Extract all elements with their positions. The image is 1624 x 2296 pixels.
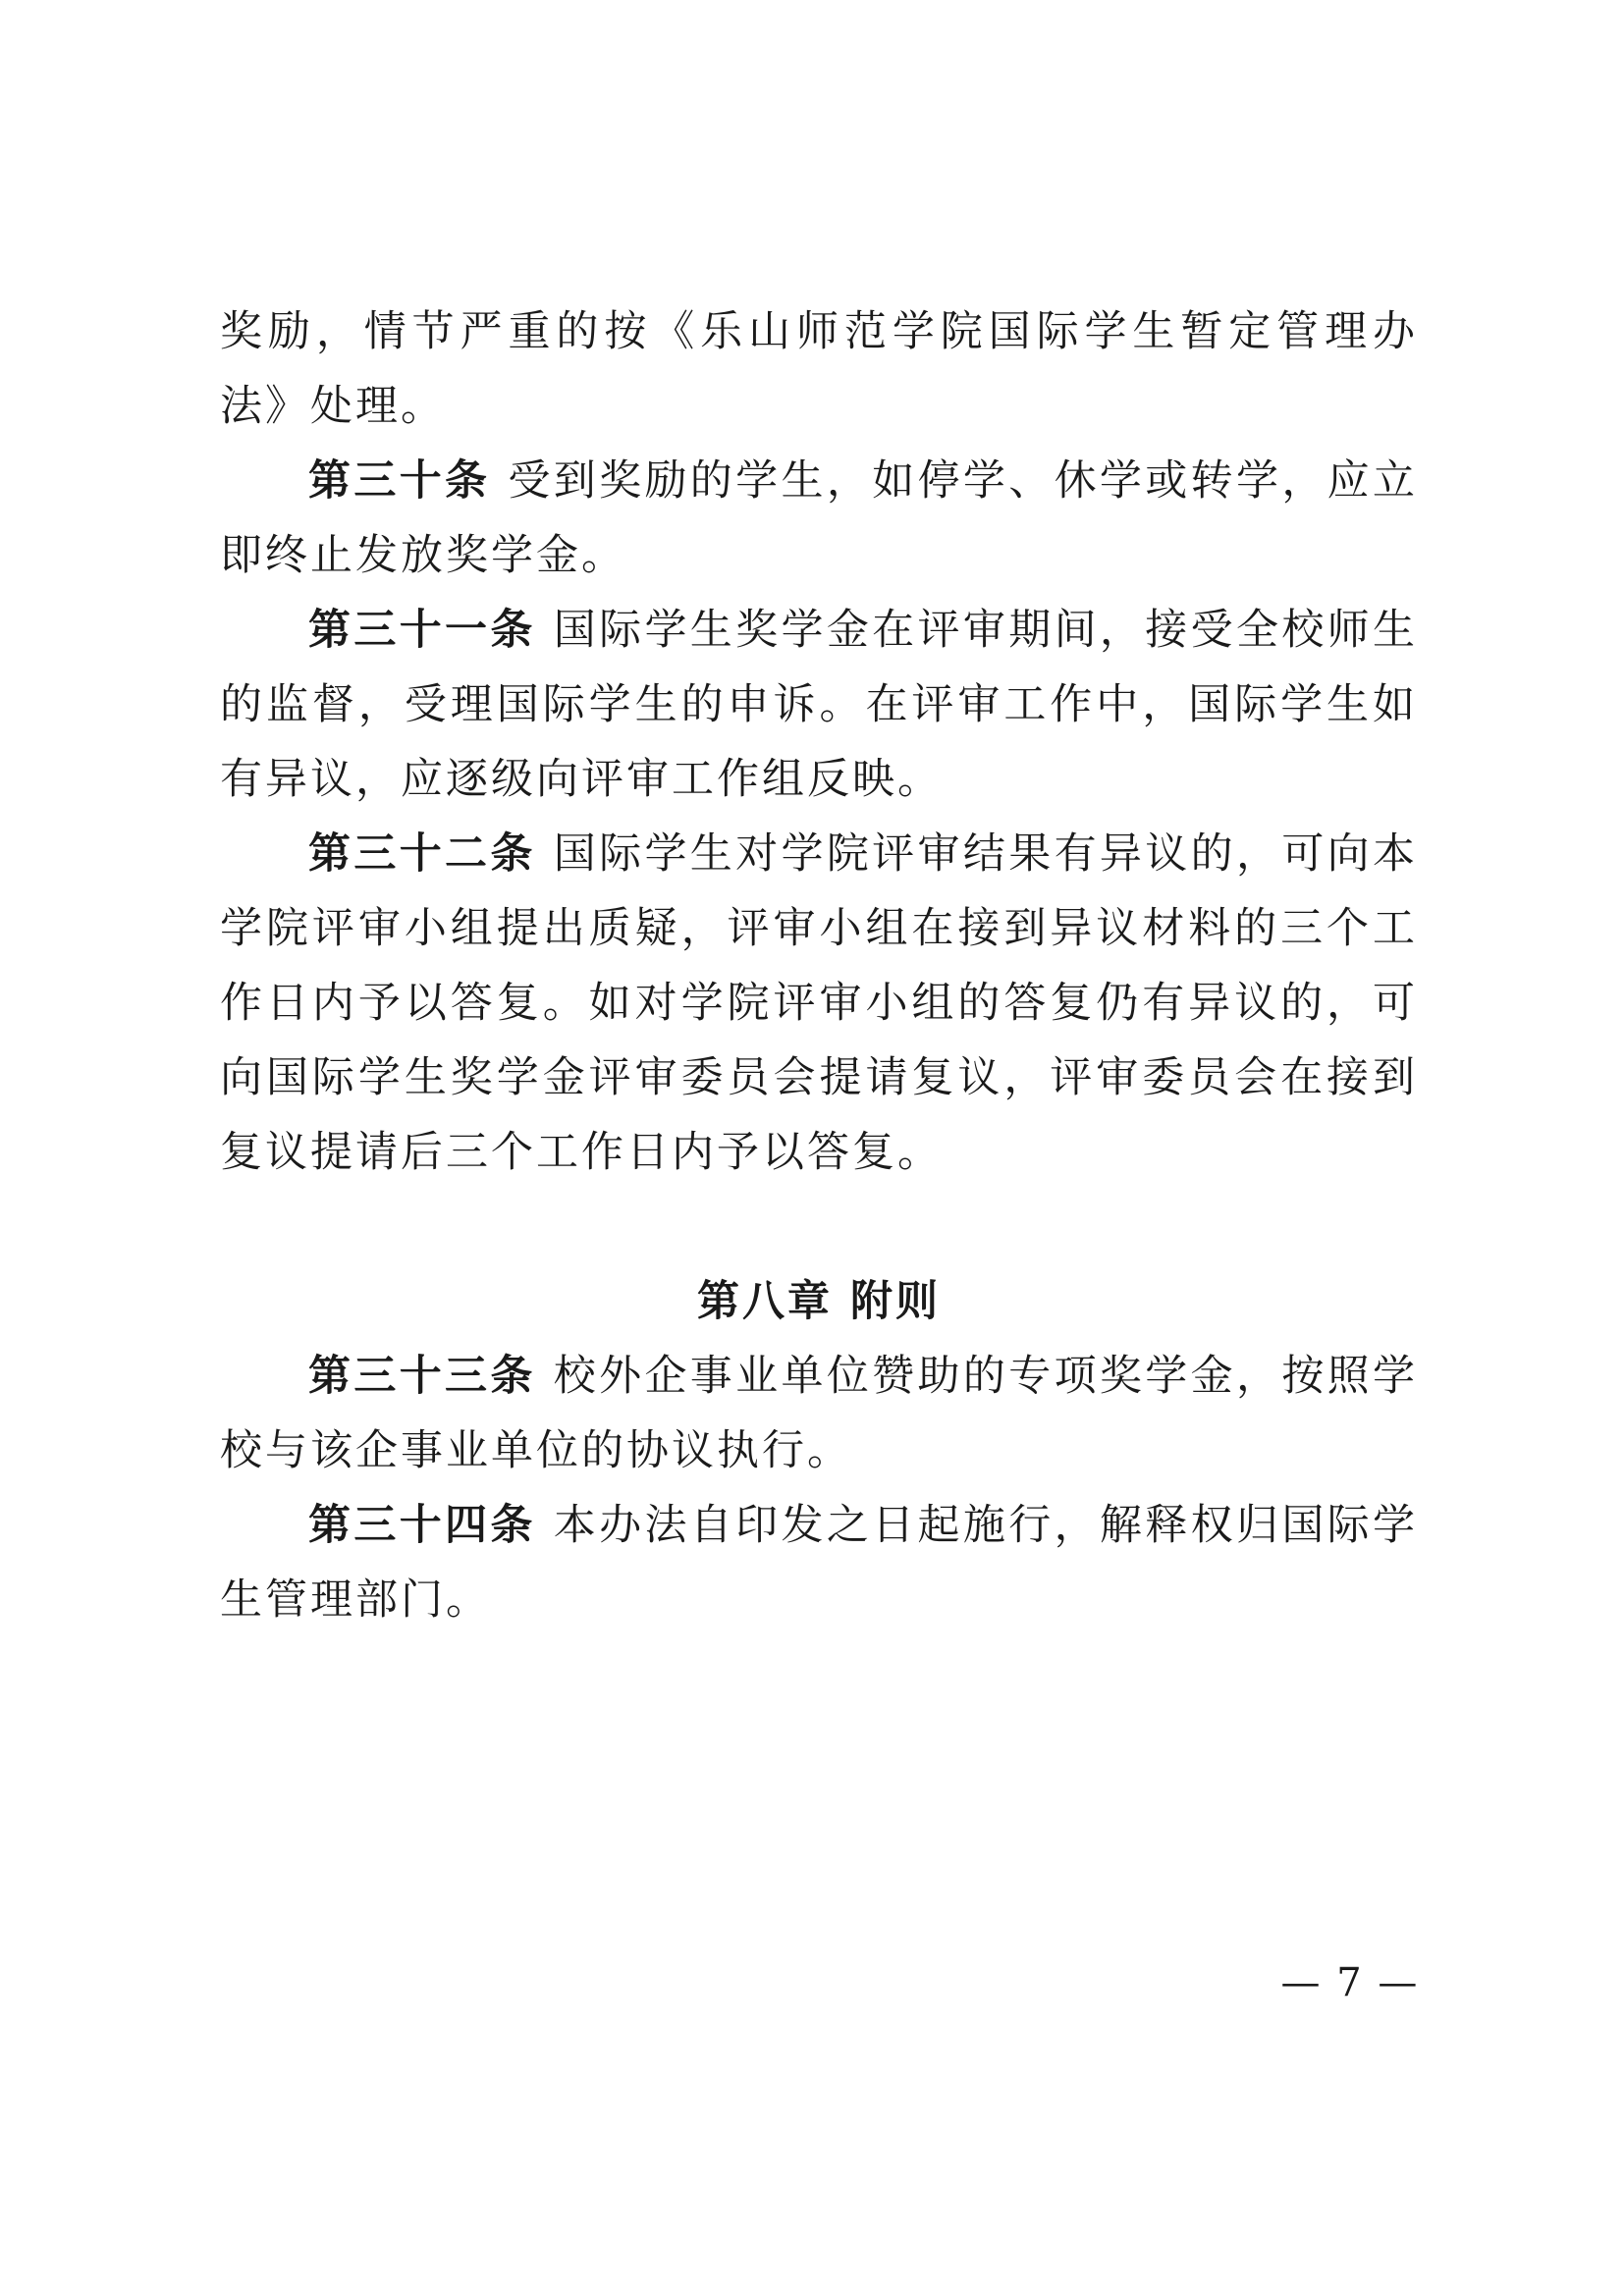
article-text: 本办法自印发之日起施行，解释权归国际学生管理部门。 (220, 1501, 1419, 1625)
article-text: 国际学生奖学金在评审期间，接受全校师生的监督，受理国际学生的申诉。在评审工作中，国际学生如有异议，应逐级向评审工作组反映。 (220, 606, 1419, 804)
article-31 (220, 593, 1418, 817)
continuation-paragraph: 奖励，情节严重的按《乐山师范学院国际学生暂定管理办法》处理。 (220, 307, 1418, 431)
article-label: 第三十条 (308, 456, 491, 506)
article-text: 国际学生对学院评审结果有异议的，可向本学院评审小组提出质疑，评审小组在接到异议材料的三个工作日内予以答复。如对学院评审小组的答复仍有异议的，可向国际学生奖学金评审委员会提请复议，评审委员会在接到复议提请后三个工作日内予以答复。 (220, 829, 1419, 1177)
article-text: 校外企事业单位赞助的专项奖学金，按照学校与该企事业单位的协议执行。 (220, 1352, 1419, 1475)
article-label: 第三十四条 (308, 1501, 536, 1550)
document-body (220, 294, 1418, 1637)
article-label: 第三十三条 (308, 1352, 536, 1401)
article-text: 受到奖励的学生，如停学、休学或转学，应立即终止发放奖学金。 (220, 456, 1419, 580)
article-label: 第三十一条 (308, 606, 536, 655)
chapter-title: 第八章 附则 (697, 1277, 941, 1326)
article-label: 第三十二条 (308, 829, 536, 879)
article-32 (220, 817, 1418, 1190)
page-number: — 7 — (1280, 1960, 1420, 2005)
article-30 (220, 444, 1418, 593)
article-33 (220, 1339, 1418, 1488)
article-34 (220, 1488, 1418, 1637)
